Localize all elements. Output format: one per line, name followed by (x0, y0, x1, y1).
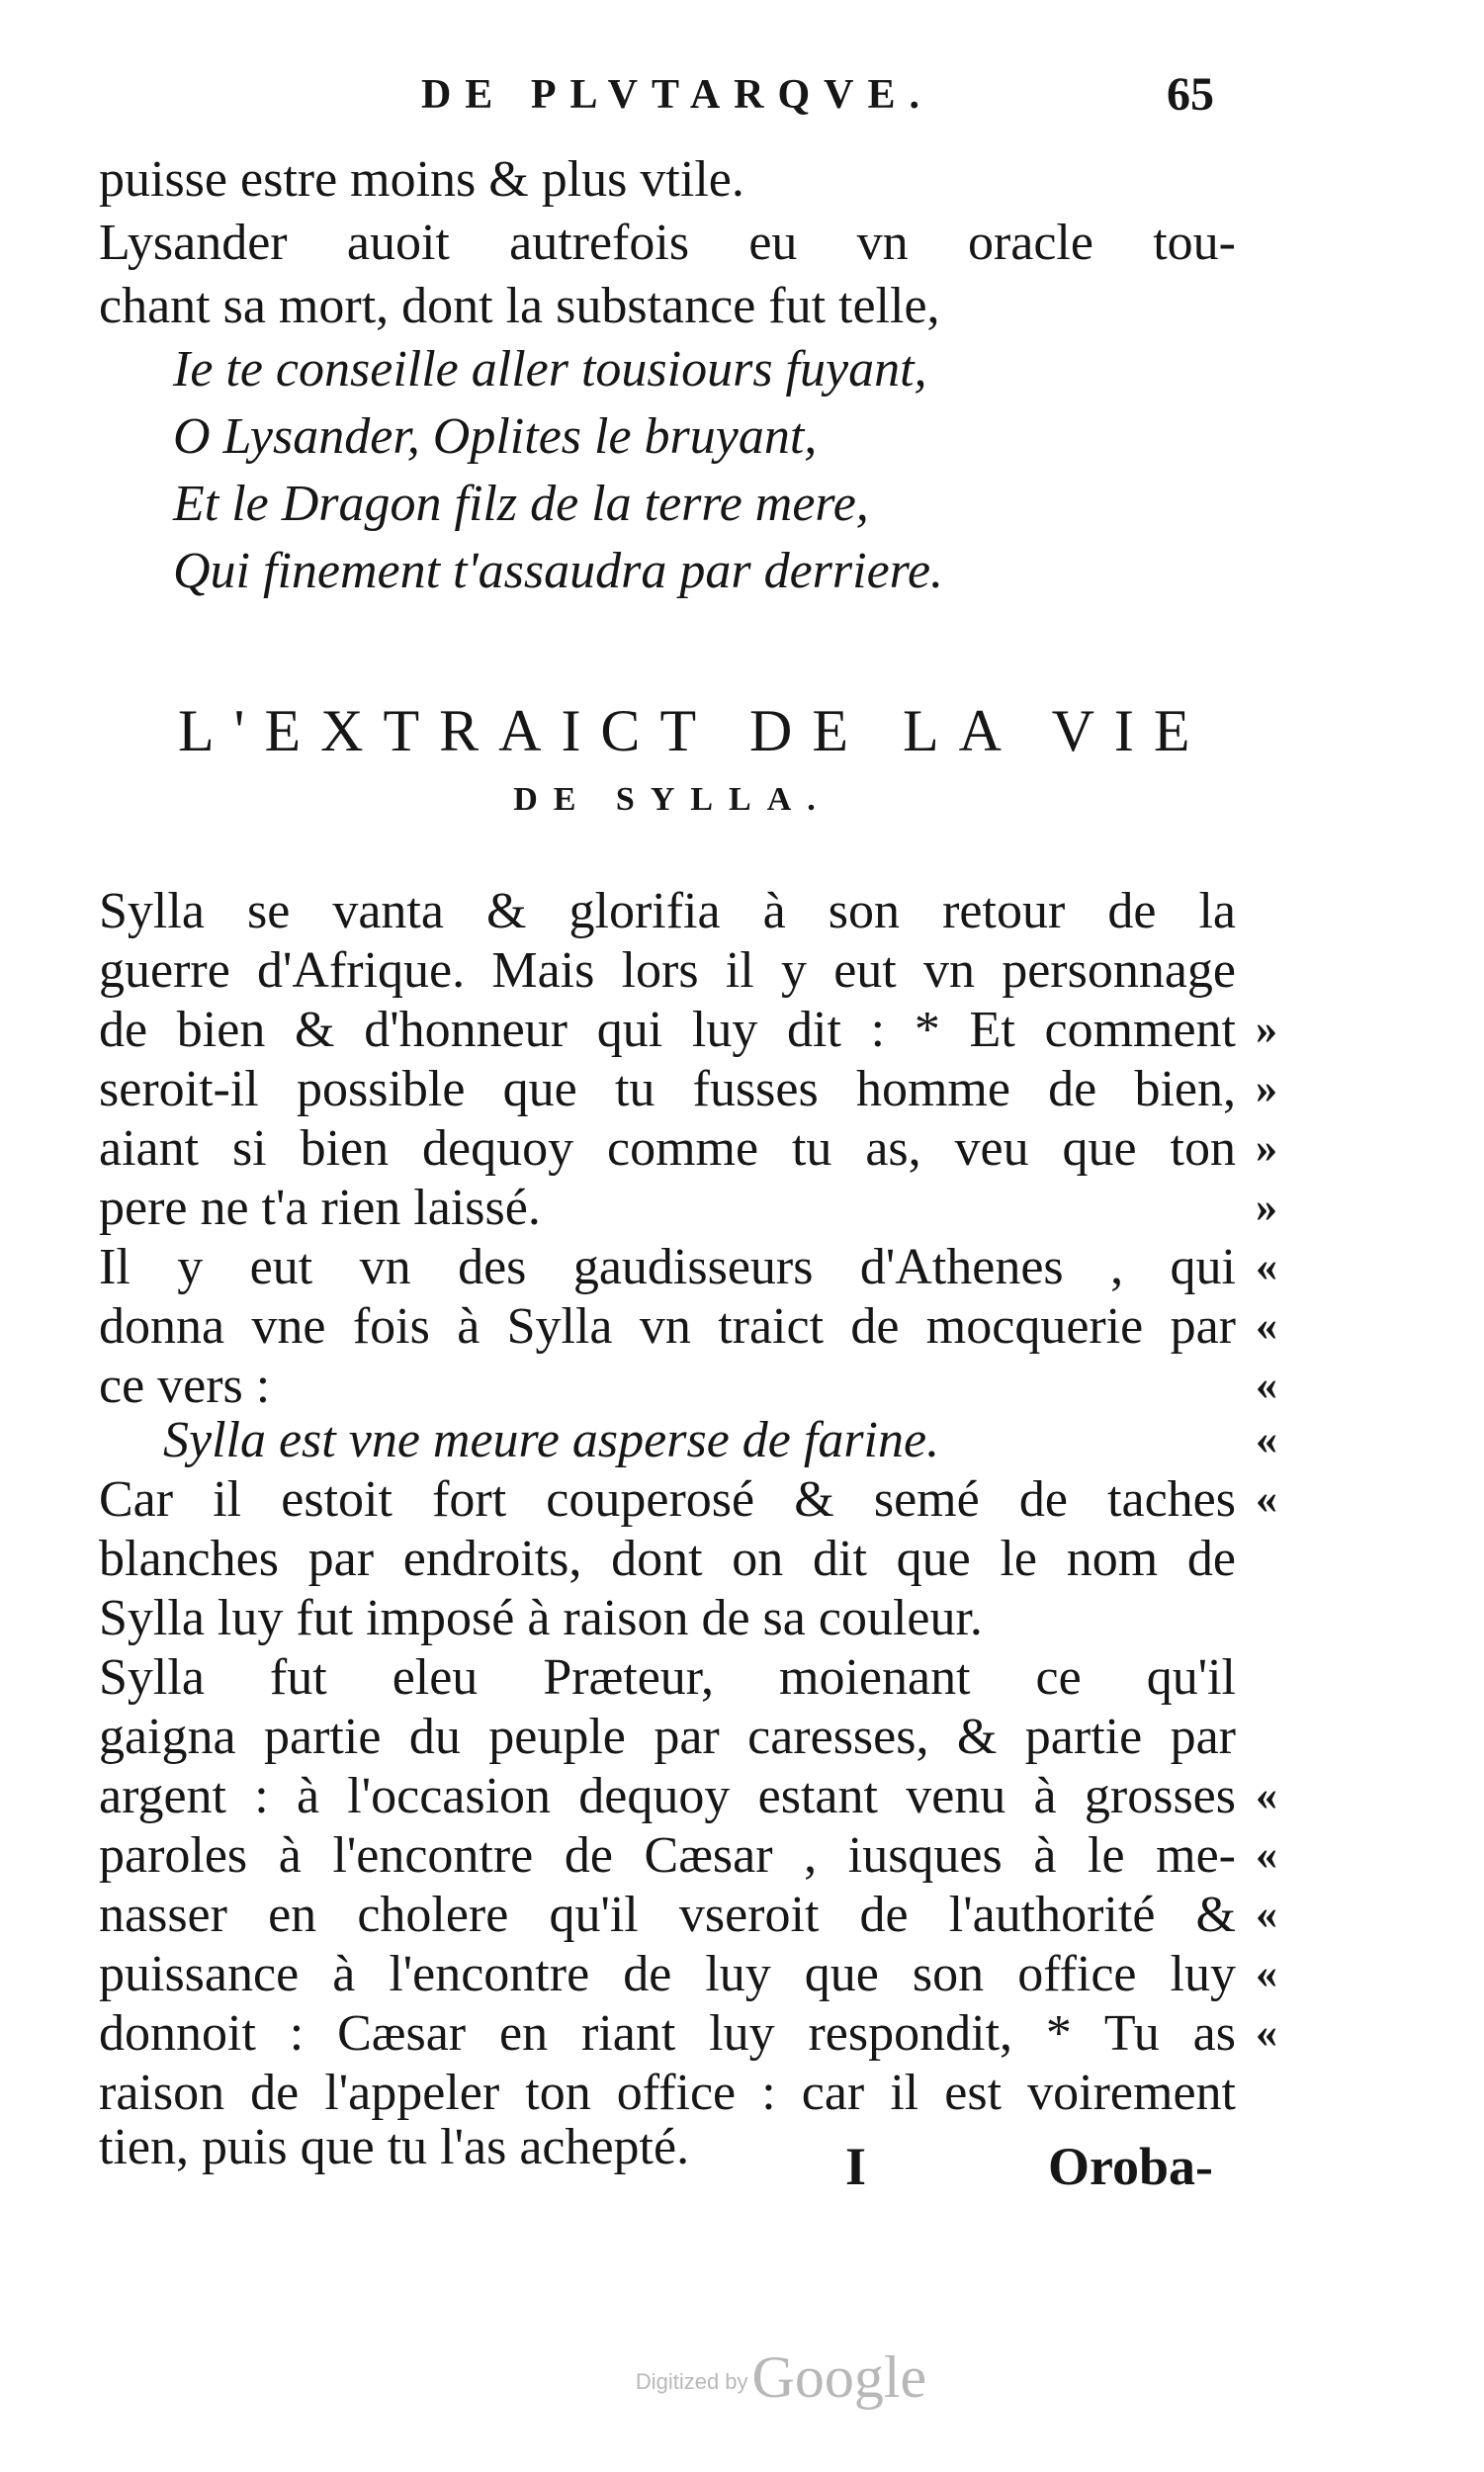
text-line: Il y eut vn des gaudisseurs d'Athenes , qui (99, 1239, 1236, 1295)
quote-mark: « (1256, 1771, 1277, 1819)
verse-line: O Lysander, Oplites le bruyant, (173, 408, 818, 465)
verse-line: Qui finement t'assaudra par derriere. (173, 543, 944, 599)
quote-mark: » (1256, 1123, 1277, 1172)
text-line: seroit-il possible que tu fusses homme de bien, (99, 1061, 1236, 1117)
page-number: 65 (1167, 68, 1214, 121)
quote-mark: « (1256, 1242, 1277, 1290)
text-line: puissance à l'encontre de luy que son office luy (99, 1946, 1236, 2002)
text-line: puisse estre moins & plus vtile. (99, 151, 744, 208)
text-line: Sylla se vanta & glorifia à son retour de la (99, 883, 1236, 939)
digitized-by-label: Digitized by (635, 2369, 748, 2394)
quote-mark: « (1256, 1415, 1277, 1463)
quote-mark: « (1256, 1361, 1277, 1409)
text-line: ce vers : (99, 1358, 271, 1414)
quote-mark: « (1256, 1474, 1277, 1523)
quote-mark: « (1256, 1890, 1277, 1938)
text-line: guerre d'Afrique. Mais lors il y eut vn personnage (99, 942, 1236, 999)
quote-mark: « (1256, 2008, 1277, 2057)
text-line: nasser en cholere qu'il vseroit de l'authorité & (99, 1887, 1236, 1943)
text-line: aiant si bien dequoy comme tu as, veu que ton (99, 1120, 1236, 1177)
text-line: argent : à l'occasion dequoy estant venu à grosses (99, 1768, 1236, 1824)
text-line: donna vne fois à Sylla vn traict de mocquerie par (99, 1298, 1236, 1355)
verse-line: Ie te conseille aller tousiours fuyant, (173, 341, 927, 397)
text-line: Sylla luy fut imposé à raison de sa couleur. (99, 1590, 983, 1646)
text-line: Car il estoit fort couperosé & semé de taches (99, 1471, 1236, 1528)
text-line: raison de l'appeler ton office : car il est voirement (99, 2065, 1236, 2121)
text-line: Sylla fut eleu Præteur, moienant ce qu'il (99, 1649, 1236, 1706)
quote-mark: « (1256, 1830, 1277, 1879)
digitized-by-watermark (593, 2343, 969, 2412)
running-title: DE PLVTARQVE. (420, 72, 934, 118)
text-line: blanches par endroits, dont on dit que le nom de (99, 1531, 1236, 1587)
verse-line: Et le Dragon filz de la terre mere, (173, 476, 869, 532)
text-line: donnoit : Cæsar en riant luy respondit, * Tu as (99, 2005, 1236, 2062)
quote-mark: » (1256, 1183, 1277, 1231)
text-line: chant sa mort, dont la substance fut telle, (99, 278, 940, 334)
google-logo: Google (751, 2344, 927, 2410)
text-line: Lysander auoit autrefois eu vn oracle tou- (99, 215, 1236, 271)
section-title: L'EXTRAICT DE LA VIE (178, 698, 1210, 763)
text-line: de bien & d'honneur qui luy dit : * Et comment (99, 1002, 1236, 1058)
text-line: pere ne t'a rien laissé. (99, 1180, 541, 1236)
text-line: gaigna partie du peuple par caresses, & partie par (99, 1709, 1236, 1765)
quote-mark: « (1256, 1301, 1277, 1350)
section-subtitle: DE SYLLA. (513, 781, 831, 818)
verse-line: Sylla est vne meure asperse de farine. (163, 1412, 940, 1468)
catchword: Oroba- (1048, 2137, 1214, 2196)
text-line: tien, puis que tu l'as achepté. (99, 2119, 690, 2175)
quote-mark: » (1256, 1005, 1277, 1053)
quote-mark: « (1256, 1949, 1277, 1997)
signature-mark: I (845, 2137, 867, 2196)
text-line: paroles à l'encontre de Cæsar , iusques à le me- (99, 1827, 1236, 1884)
quote-mark: » (1256, 1064, 1277, 1112)
